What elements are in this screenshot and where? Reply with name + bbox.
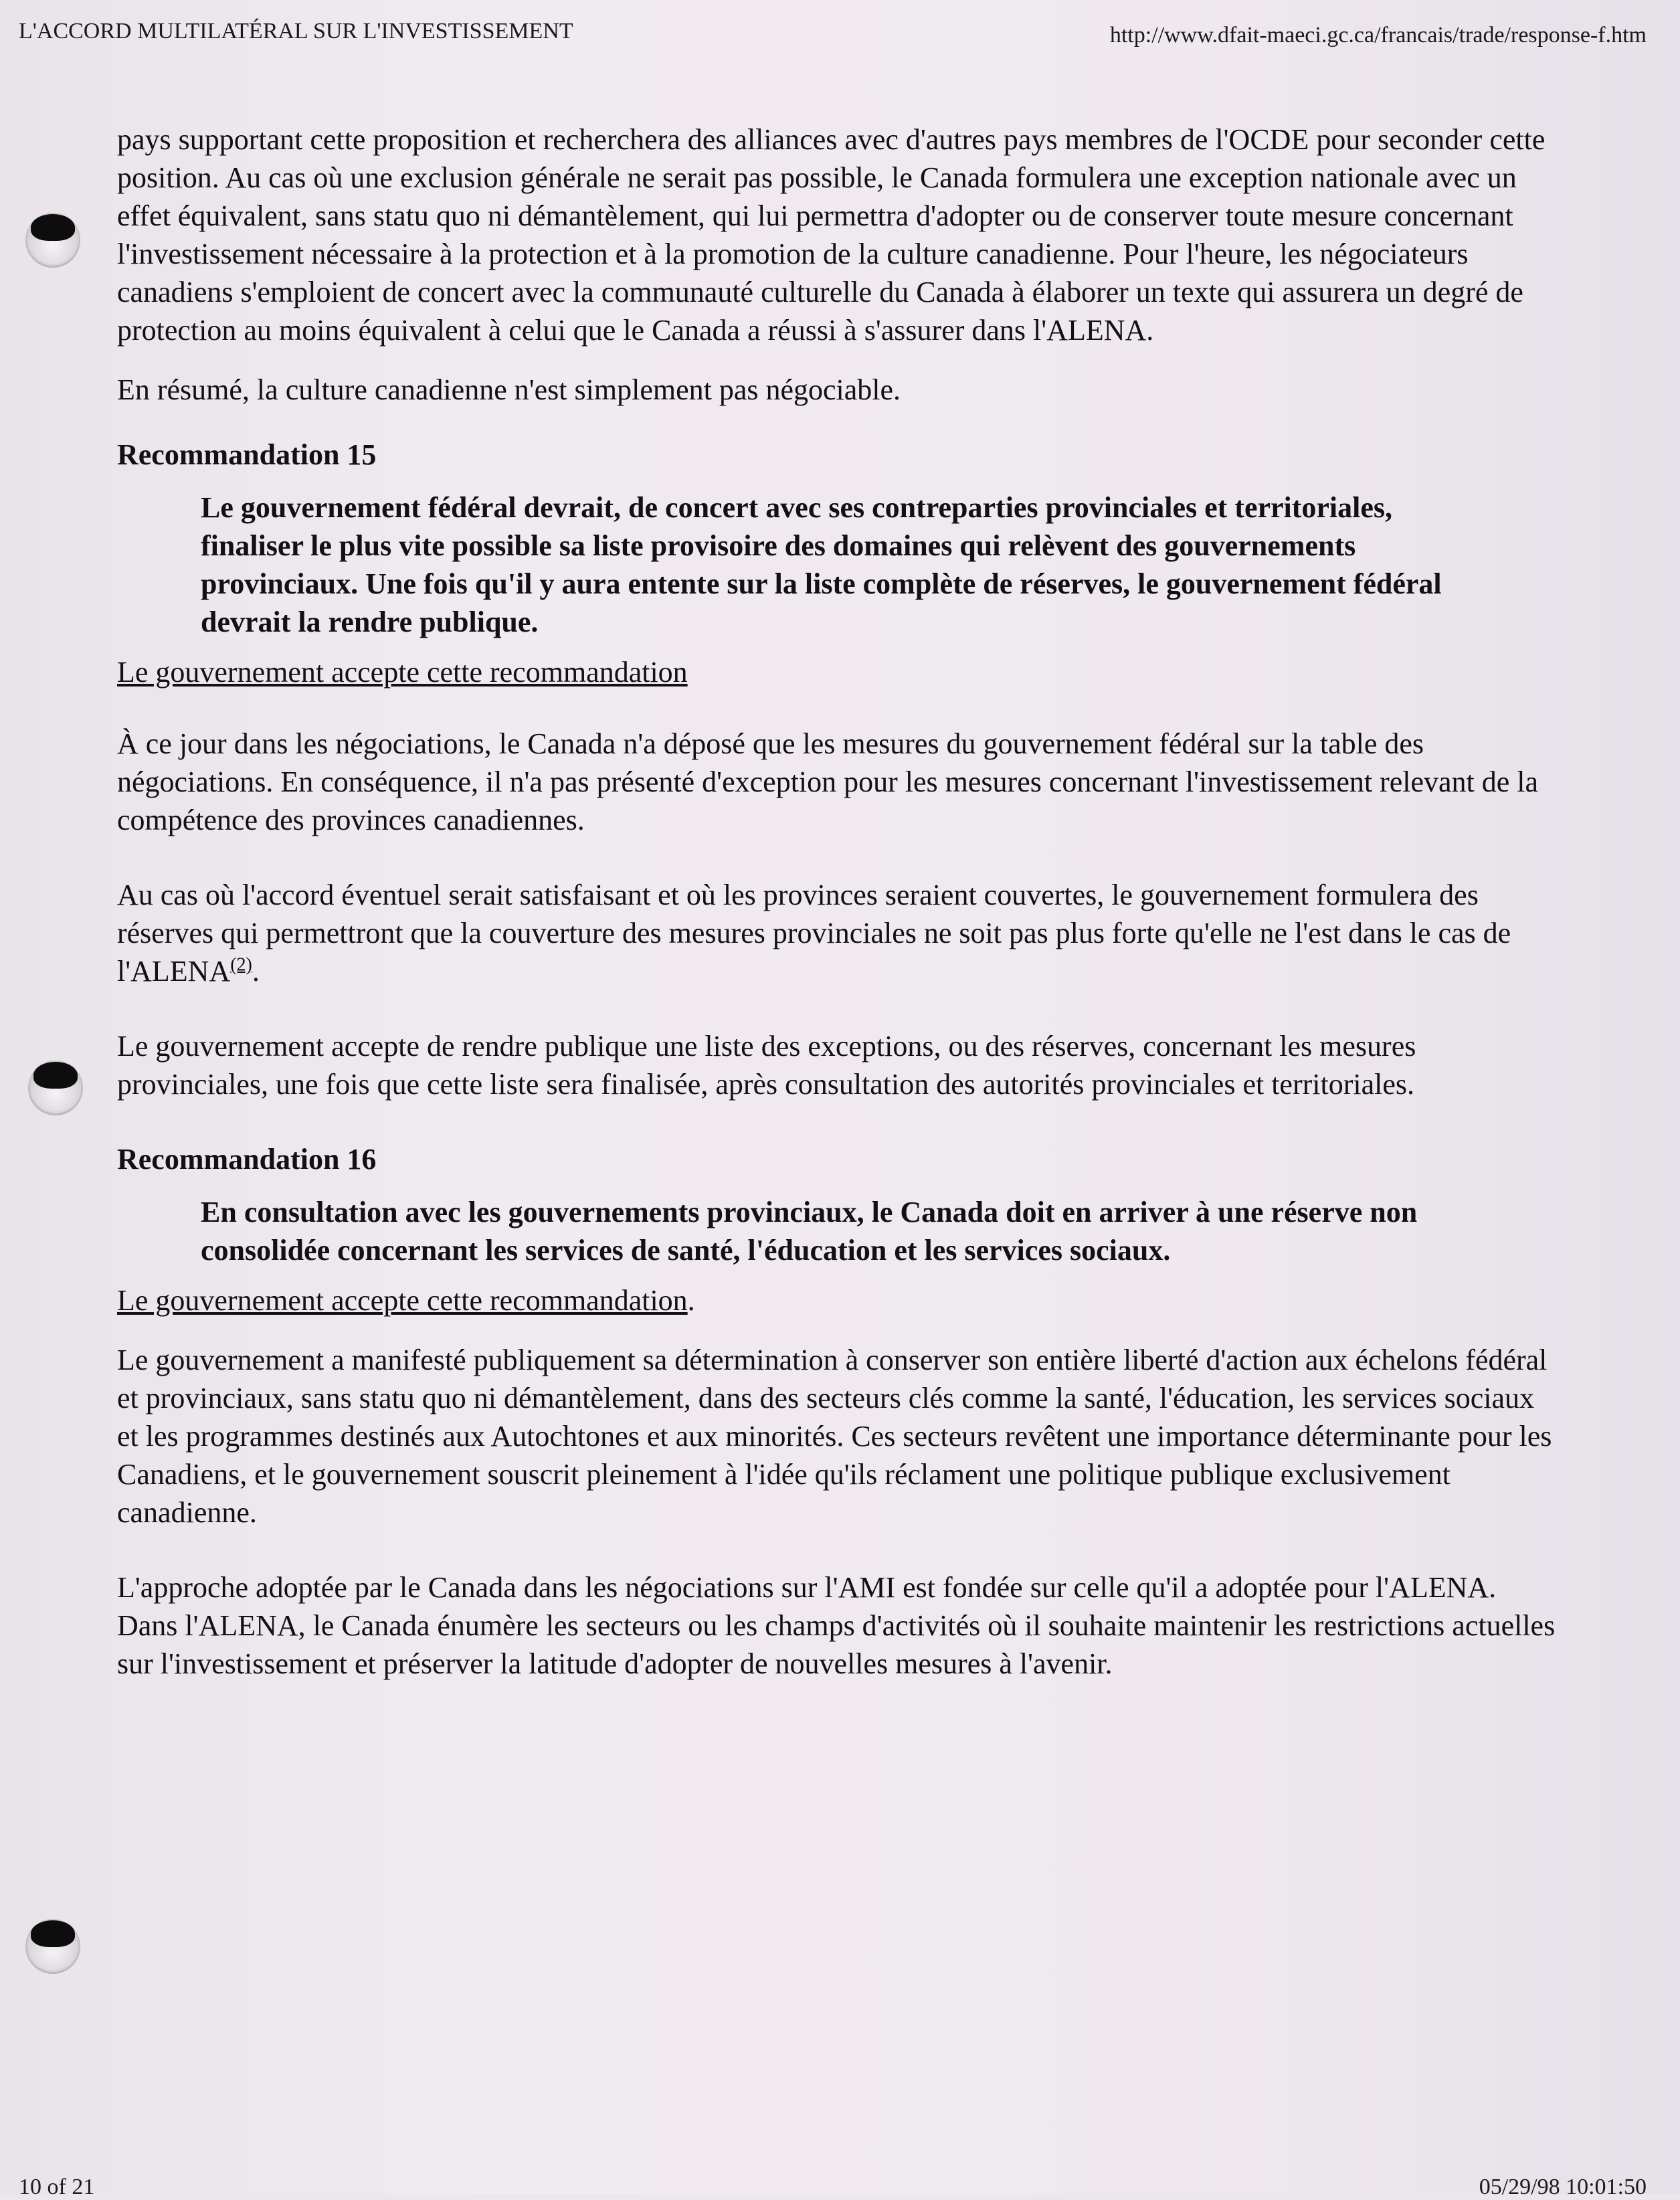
punch-hole (25, 1919, 80, 1974)
page-header-url: http://www.dfait-maeci.gc.ca/francais/trade/response-f.htm (1109, 23, 1647, 48)
recommendation-15-accept: Le gouvernement accepte cette recommandation (117, 656, 688, 689)
paragraph-rec15-2: Au cas où l'accord éventuel serait satisfaisant et où les provinces seraient couvertes, le gouvernement formulera des réserves qui permettront que la couverture des mesures provinciales ne soit pas plus forte qu'elle ne l'est dans le cas de l'ALENA$^{(2)}$. (117, 879, 1511, 988)
recommendation-15-heading: Recommandation 15 (117, 438, 377, 471)
page-number: 10 of 21 (19, 2175, 95, 2199)
punch-hole (28, 1061, 83, 1115)
recommendation-16-accept: Le gouvernement accepte cette recommandation (117, 1284, 688, 1317)
recommendation-15-text: Le gouvernement fédéral devrait, de concert avec ses contreparties provinciales et territoriales, finaliser le plus vite possible sa liste provisoire des domaines qui relèvent des gouvernements provinciaux. Une fois qu'il y aura entente sur la liste complète de réserves, le gouvernement fédéral devrait la rendre publique. (201, 491, 1442, 638)
recommendation-16-accept-line: Le gouvernement accepte cette recommandation. (117, 1284, 695, 1317)
page-header-title: L'ACCORD MULTILATÉRAL SUR L'INVESTISSEMENT (19, 19, 573, 43)
punch-hole (25, 213, 80, 268)
paragraph-rec15-3: Le gouvernement accepte de rendre publique une liste des exceptions, ou des réserves, concernant les mesures provinciales, une fois que cette liste sera finalisée, après consultation des autorités provinciales et territoriales. (117, 1030, 1416, 1101)
recommendation-16-text: En consultation avec les gouvernements provinciaux, le Canada doit en arriver à une réserve non consolidée concernant les services de santé, l'éducation et les services sociaux. (201, 1196, 1418, 1267)
document-body (117, 120, 1556, 1704)
paragraph-rec16-1: Le gouvernement a manifesté publiquement sa détermination à conserver son entière liberté d'action aux échelons fédéral et provinciaux, sans statu quo ni démantèlement, dans des secteurs clés comme la santé, l'éducation, les services sociaux et les programmes destinés aux Autochtones et aux minorités. Ces secteurs revêtent une importance déterminante pour les Canadiens, et le gouvernement souscrit pleinement à l'idée qu'ils réclament une politique publique exclusivement canadienne. (117, 1344, 1552, 1529)
paragraph-rec16-2: L'approche adoptée par le Canada dans les négociations sur l'AMI est fondée sur celle qu'il a adoptée pour l'ALENA. Dans l'ALENA, le Canada énumère les secteurs ou les champs d'activités où il souhaite maintenir les restrictions actuelles sur l'investissement et préserver la latitude d'adopter de nouvelles mesures à l'avenir. (117, 1571, 1556, 1680)
footnote-link[interactable]: (2) (230, 954, 252, 976)
paragraph-intro: pays supportant cette proposition et recherchera des alliances avec d'autres pays membres de l'OCDE pour seconder cette position. Au cas où une exclusion générale ne serait pas possible, le Canada formulera une exception nationale avec un effet équivalent, sans statu quo ni démantèlement, qui lui permettra d'adopter ou de conserver toute mesure concernant l'investissement nécessaire à la protection et à la promotion de la culture canadienne. Pour l'heure, les négociateurs canadiens s'emploient de concert avec la communauté culturelle du Canada à élaborer un texte qui assurera un degré de protection au moins équivalent à celui que le Canada a réussi à s'assurer dans l'ALENA. (117, 123, 1546, 347)
paragraph-summary: En résumé, la culture canadienne n'est simplement pas négociable. (117, 373, 901, 406)
print-datetime: 05/29/98 10:01:50 (1479, 2175, 1647, 2199)
recommendation-16-heading: Recommandation 16 (117, 1143, 377, 1176)
paragraph-rec15-1: À ce jour dans les négociations, le Canada n'a déposé que les mesures du gouvernement fédéral sur la table des négociations. En conséquence, il n'a pas présenté d'exception pour les mesures concernant l'investissement relevant de la compétence des provinces canadiennes. (117, 727, 1539, 836)
